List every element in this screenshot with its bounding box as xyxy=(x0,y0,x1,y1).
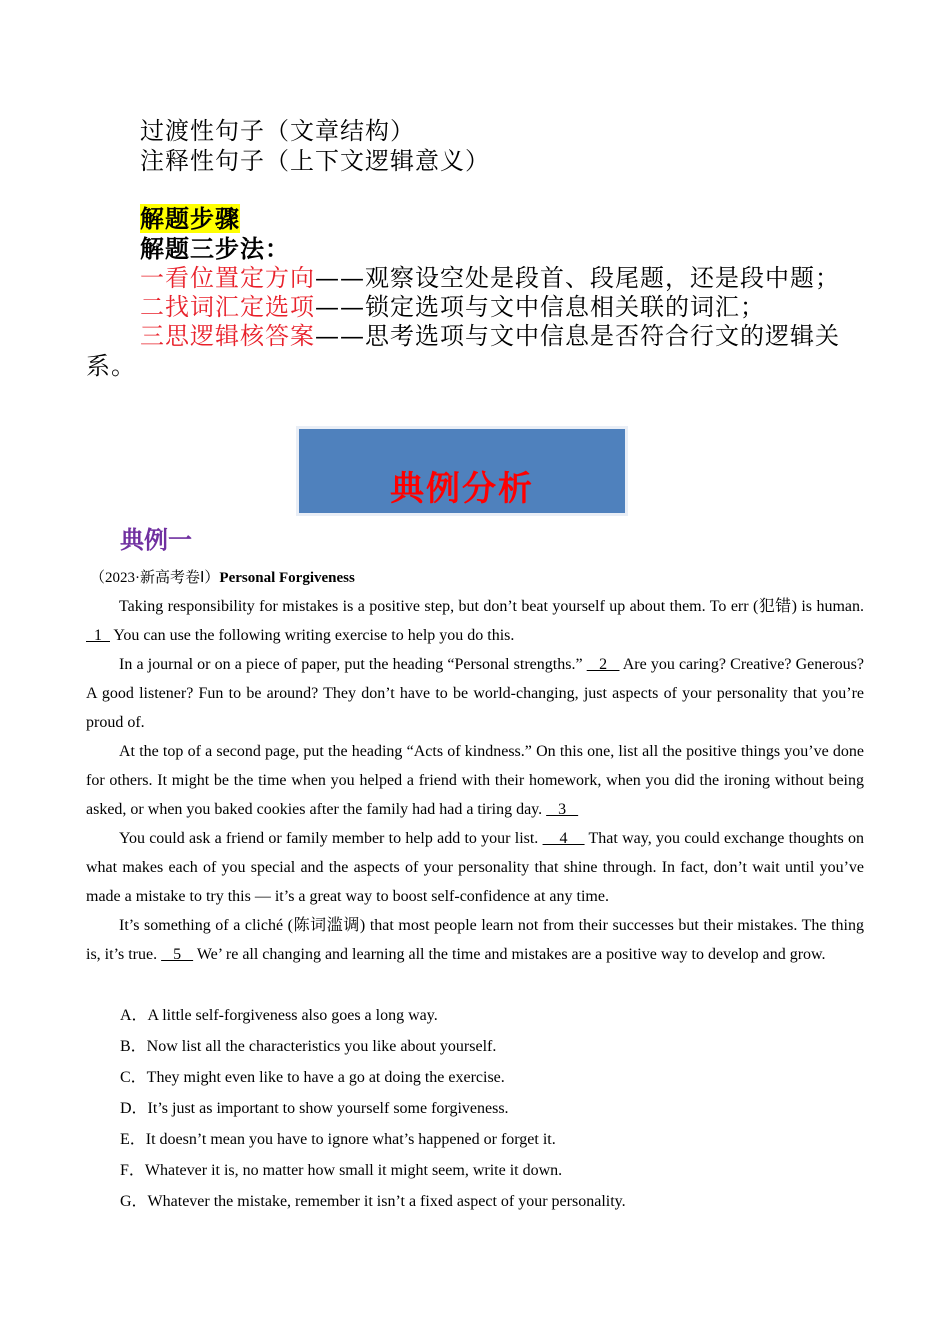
step-1-key: 一看位置定方向 xyxy=(140,264,315,292)
blank-2: 2 xyxy=(586,656,620,673)
option-c: C．They might even like to have a go at doing the exercise. xyxy=(120,1069,505,1086)
option-g: G．Whatever the mistake, remember it isn’t a fixed aspect of your personality. xyxy=(120,1193,626,1210)
option-e: E．It doesn’t mean you have to ignore what’s happened or forget it. xyxy=(120,1131,556,1148)
reading-passage xyxy=(86,592,864,969)
example-analysis-banner xyxy=(296,426,628,516)
passage-source-line xyxy=(90,566,355,587)
paragraph-text: You could ask a friend or family member to help add to your list. xyxy=(119,830,543,847)
step-2-key: 二找词汇定选项 xyxy=(140,293,315,321)
paragraph-text: It’s something of a cliché (陈词滥调) that most people learn not from their successes but their mistakes. The thing is, it’s true. xyxy=(86,917,864,963)
step-2 xyxy=(140,292,765,322)
paragraph-text: You can use the following writing exercise to help you do this. xyxy=(110,627,515,644)
paragraph-text: That way, you could exchange thoughts on what makes each of you special and the aspects of your personality that shine through. In fact, don’t wait until you’ve made a mistake to try this — it’s a great way to boost self-confidence at any time. xyxy=(86,830,865,905)
banner-title: 典例分析 xyxy=(390,468,534,509)
paragraph-text: At the top of a second page, put the heading “Acts of kindness.” On this one, list all the positive things you’ve done for others. It might be the time when you helped a friend with their homework, when you did the ironing without being asked, or when you baked cookies after the family had had a tiring day. xyxy=(86,743,864,818)
step-1-text: ——观察设空处是段首、段尾题，还是段中题； xyxy=(315,264,840,292)
step-2-text: ——锁定选项与文中信息相关联的词汇； xyxy=(315,293,765,321)
answer-options xyxy=(120,1000,626,1217)
step-3 xyxy=(86,321,864,381)
paragraph-text: In a journal or on a piece of paper, put the heading “Personal strengths.” xyxy=(119,656,587,673)
paragraph-text: We’ re all changing and learning all the time and mistakes are a positive way to develop and grow. xyxy=(193,946,826,963)
paragraph-2 xyxy=(86,650,864,737)
step-1 xyxy=(140,263,840,293)
paragraph-text: Taking responsibility for mistakes is a positive step, but don’t beat yourself up about them. To err (犯错) is human. xyxy=(119,598,864,615)
three-steps-subheading: 解题三步法： xyxy=(140,234,290,263)
passage-title: Personal Forgiveness xyxy=(219,570,355,586)
blank-3: 3 xyxy=(546,801,579,818)
step-3-text: ——思考选项与文中信息是否符合行文的逻辑关系。 xyxy=(86,322,840,380)
explanatory-sentence-item: 注释性句子（上下文逻辑意义） xyxy=(140,147,490,175)
blank-5: 5 xyxy=(161,946,194,963)
option-a: A．A little self-forgiveness also goes a long way. xyxy=(120,1007,438,1024)
blank-1: 1 xyxy=(86,627,110,644)
option-f: F．Whatever it is, no matter how small it might seem, write it down. xyxy=(120,1162,563,1179)
steps-heading xyxy=(140,204,240,234)
paragraph-4 xyxy=(86,824,864,911)
paragraph-text: Are you caring? Creative? Generous? A good listener? Fun to be around? They don’t have to be world-changing, just aspects of your personality that you’re proud of. xyxy=(86,656,865,731)
exam-source: （2023·新高考卷Ⅰ） xyxy=(90,570,220,586)
step-3-key: 三思逻辑核答案 xyxy=(140,322,315,350)
blank-4: 4 xyxy=(542,830,585,847)
transition-sentence-item: 过渡性句子（文章结构） xyxy=(140,117,415,145)
option-b: B．Now list all the characteristics you like about yourself. xyxy=(120,1038,497,1055)
steps-heading-highlight: 解题步骤 xyxy=(140,204,240,233)
paragraph-1 xyxy=(86,592,864,650)
option-d: D．It’s just as important to show yourself some forgiveness. xyxy=(120,1100,509,1117)
paragraph-5 xyxy=(86,911,864,969)
paragraph-3 xyxy=(86,737,864,824)
example-title: 典例一 xyxy=(120,525,192,554)
